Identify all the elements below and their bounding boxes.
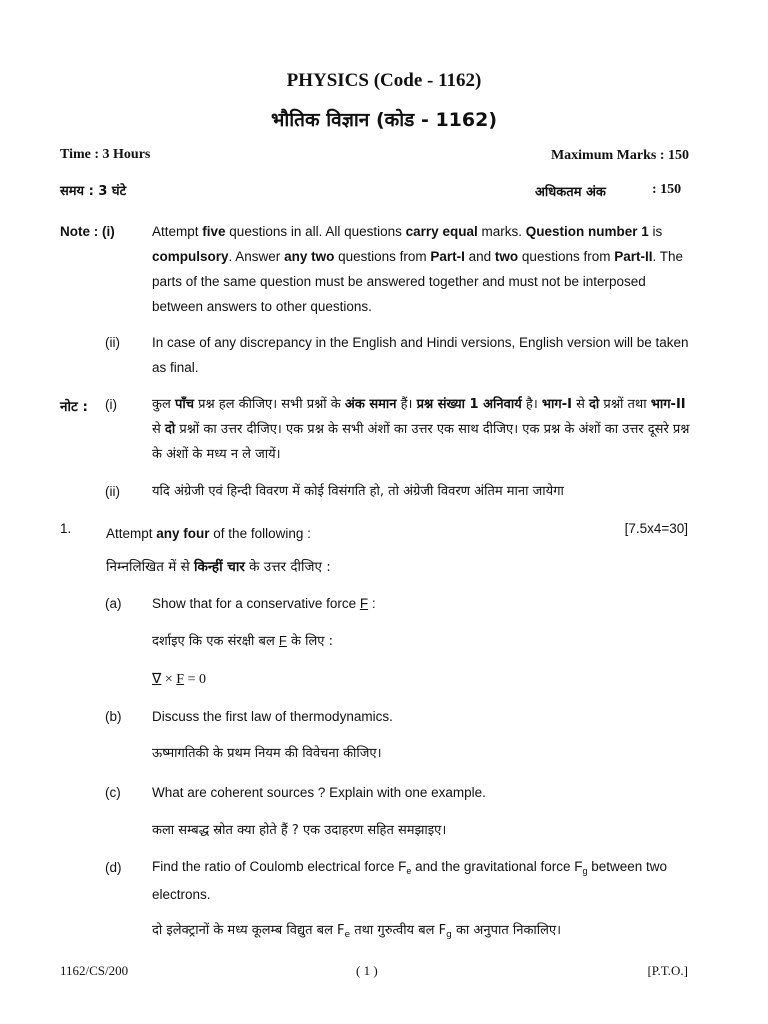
part-b-hindi: ऊष्मागतिकी के प्रथम नियम की विवेचना कीजिए। bbox=[152, 746, 382, 761]
max-marks-hindi-label: अधिकतम अंक bbox=[535, 185, 606, 200]
max-marks-english: Maximum Marks : 150 bbox=[550, 148, 689, 163]
part-a-label: (a) bbox=[105, 596, 122, 611]
part-a-english: Show that for a conservative force F : bbox=[152, 596, 376, 611]
part-c-label: (c) bbox=[105, 785, 121, 800]
question-number: 1. bbox=[60, 521, 72, 536]
note-hindi-ii-label: (ii) bbox=[105, 484, 120, 499]
part-a-equation: ∇ × F = 0 bbox=[152, 672, 206, 687]
note-english-ii: In case of any discrepancy in the English and Hindi versions, English version will be taken as final. bbox=[152, 335, 689, 375]
part-b-label: (b) bbox=[105, 709, 122, 724]
time-hindi: समय : 3 घंटे bbox=[60, 184, 127, 199]
note-label-english: Note : (i) bbox=[60, 224, 115, 239]
part-d-label: (d) bbox=[105, 860, 122, 875]
footer-code: 1162/CS/200 bbox=[60, 963, 129, 978]
note-english-ii-label: (ii) bbox=[105, 335, 120, 350]
note-hindi-i-label: (i) bbox=[105, 397, 117, 412]
note-label-hindi: नोट : bbox=[60, 399, 88, 415]
note-hindi-ii: यदि अंग्रेजी एवं हिन्दी विवरण में कोई विसंगति हो, तो अंग्रेजी विवरण अंतिम माना जायेगा bbox=[152, 484, 564, 499]
page-number: ( 1 ) bbox=[356, 963, 378, 978]
note-hindi-i: कुल पाँच प्रश्न हल कीजिए। सभी प्रश्नों के अंक समान हैं। प्रश्न संख्या 1 अनिवार्य है। भाग-I से दो प्रश्नों तथा भाग-II से दो प्रश्नों का उत्तर दीजिए। एक प्रश्न के सभी अंशों का उत्तर एक साथ दीजिए। एक प्रश्न के अंशों का उत्तर दूसरे प्रश्न के अंशों के मध्य न ले जायें। bbox=[152, 397, 690, 462]
page-title-hindi: भौतिक विज्ञान (कोड - 1162) bbox=[270, 109, 498, 131]
note-english-i: Attempt five questions in all. All questions carry equal marks. Question number 1 is compulsory. Answer any two questions from Part-I and two questions from Part-II. The parts of the same question must be answered together and must not be interposed between answers to other questions. bbox=[152, 224, 684, 314]
page-title-english: PHYSICS (Code - 1162) bbox=[286, 70, 482, 91]
part-d-english: Find the ratio of Coulomb electrical force $F_e$ and the gravitational force $F_g$ between two electrons. bbox=[152, 859, 668, 902]
question-1-english: Attempt any four of the following : bbox=[106, 526, 311, 541]
part-d-hindi: दो इलेक्ट्रानों के मध्य कूलम्ब विद्युत बल $F_e$ तथा गुरुत्वीय बल $F_g$ का अनुपात निकालिए। bbox=[152, 923, 562, 940]
question-1-hindi: निम्नलिखित में से किन्हीं चार के उत्तर दीजिए : bbox=[106, 559, 331, 575]
part-c-english: What are coherent sources ? Explain with one example. bbox=[152, 785, 486, 800]
time-english: Time : 3 Hours bbox=[60, 147, 151, 162]
part-b-english: Discuss the first law of thermodynamics. bbox=[152, 709, 393, 724]
pto-marker: [P.T.O.] bbox=[647, 963, 688, 978]
part-c-hindi: कला सम्बद्ध स्रोत क्या होते हैं ? एक उदाहरण सहित समझाइए। bbox=[152, 823, 447, 838]
max-marks-hindi-value: : 150 bbox=[652, 182, 682, 197]
question-1-marks: [7.5x4=30] bbox=[624, 521, 688, 536]
part-a-hindi: दर्शाइए कि एक संरक्षी बल F के लिए : bbox=[152, 633, 333, 649]
